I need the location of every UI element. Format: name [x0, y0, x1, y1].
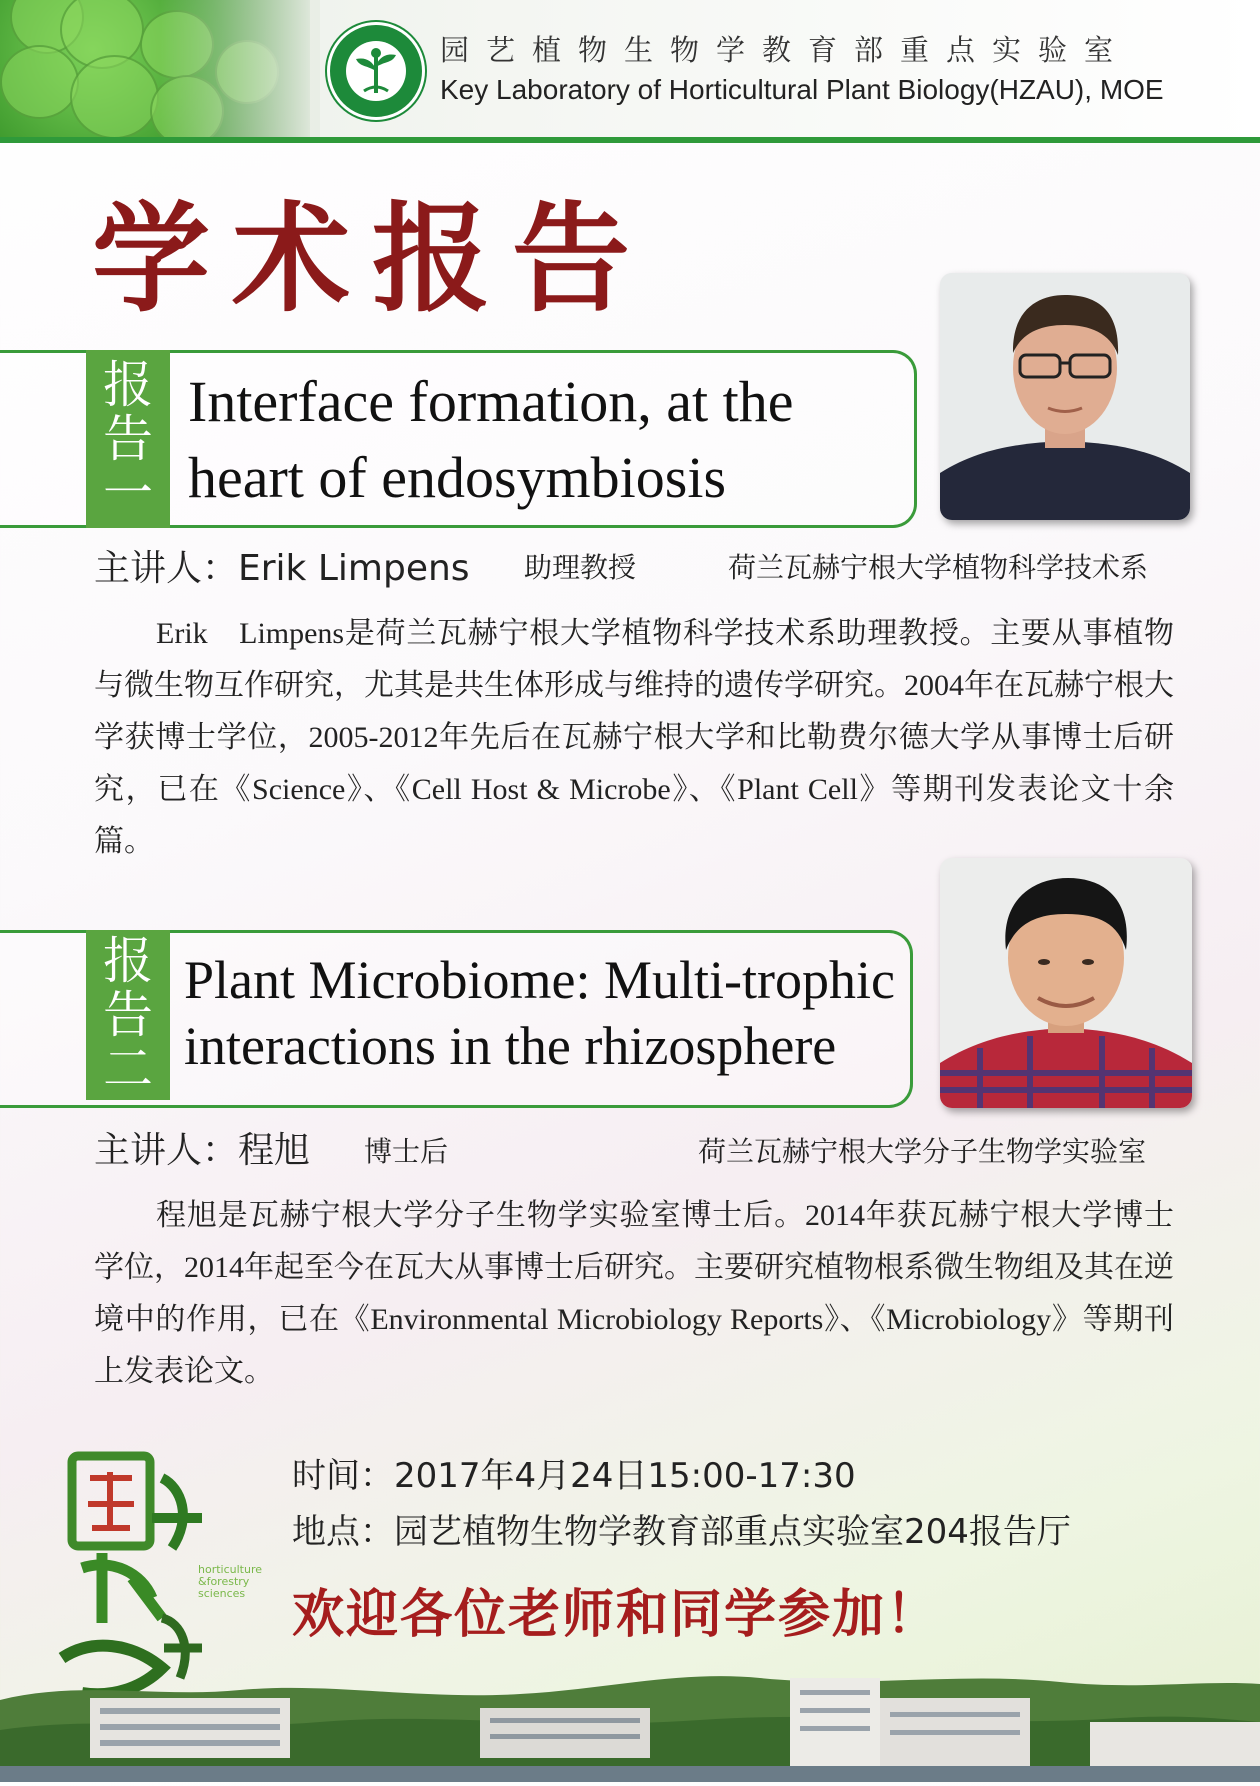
speaker-2-portrait: [940, 858, 1192, 1108]
talk-2-tag-char: 告: [103, 986, 153, 1044]
speaker-1-row: [94, 540, 1179, 589]
talk-1-tag: [86, 350, 170, 528]
speaker-2-photo: [940, 858, 1192, 1108]
speaker-1-name: 主讲人：Erik Limpens: [94, 548, 470, 589]
college-logo-text: [198, 1564, 262, 1600]
plant-emblem-icon: [346, 41, 406, 101]
speaker-1-portrait: [940, 273, 1190, 520]
college-logo-text-1: horticulture: [198, 1563, 263, 1576]
speaker-1-title: 助理教授: [524, 551, 637, 584]
lab-seal-center: [346, 41, 406, 101]
speaker-1-photo: [940, 273, 1190, 520]
talk-1-title-line-1: Interface formation, at the: [188, 369, 794, 434]
lab-seal-icon: [327, 22, 425, 120]
talk-2-tag-char: 报: [103, 932, 153, 990]
header-fade: [160, 0, 320, 143]
speaker-2-title: 博士后: [364, 1135, 449, 1168]
speaker-2-name: 主讲人：程旭: [94, 1130, 311, 1171]
speaker-2-bio: 程旭是瓦赫宁根大学分子生物学实验室博士后。2014年获瓦赫宁根大学博士学位，2014年起至今在瓦大从事博士后研究。主要研究植物根系微生物组及其在逆境中的作用，已在《Environmental Microbiology Reports》、《Microbiology》等期刊上发表论文。: [94, 1199, 1174, 1388]
speaker-2-affiliation: 荷兰瓦赫宁根大学分子生物学实验室: [698, 1135, 1147, 1168]
speaker-2-row: [94, 1122, 1179, 1171]
talk-2-title-line-1: Plant Microbiome: Multi-trophic: [184, 950, 895, 1010]
speaker-1-affiliation: 荷兰瓦赫宁根大学植物科学技术系: [728, 551, 1149, 584]
talk-2-tag-char: 二: [103, 1040, 153, 1098]
welcome-message: 欢迎各位老师和同学参加！: [292, 1585, 941, 1645]
event-time: 时间：2017年4月24日15:00-17:30: [292, 1456, 856, 1496]
lab-name-en: Key Laboratory of Horticultural Plant Biology(HZAU), MOE: [440, 74, 1164, 105]
college-logo-text-2: &forestry: [198, 1575, 250, 1588]
header-rule: [0, 137, 1260, 143]
talk-2-title-line-2: interactions in the rhizosphere: [184, 1016, 837, 1076]
talk-1-tag-char: 报: [103, 356, 153, 414]
college-logo-text-3: sciences: [198, 1587, 246, 1600]
talk-2-tag: [86, 930, 170, 1100]
talk-1-tag-char: 告: [103, 410, 153, 468]
talk-1-tag-char: 一: [103, 464, 153, 522]
campus-panorama-image: [0, 1660, 1260, 1782]
talk-1-title-line-2: heart of endosymbiosis: [188, 445, 727, 510]
lab-name-cn: 园艺植物生物学教育部重点实验室: [440, 33, 1131, 67]
campus-buildings-illustration: [0, 1660, 1260, 1782]
event-place: 地点：园艺植物生物学教育部重点实验室204报告厅: [292, 1512, 1071, 1552]
speaker-1-bio: Erik Limpens是荷兰瓦赫宁根大学植物科学技术系助理教授。主要从事植物与微生物互作研究，尤其是共生体形成与维持的遗传学研究。2004年在瓦赫宁根大学获博士学位，2005-2012年先后在瓦赫宁根大学和比勒费尔德大学从事博士后研究，已在《Science》、《Cell Host & Microbe》、《Plant Cell》等期刊发表论文十余篇。: [94, 617, 1174, 858]
page-title: 学术报告: [92, 189, 653, 328]
